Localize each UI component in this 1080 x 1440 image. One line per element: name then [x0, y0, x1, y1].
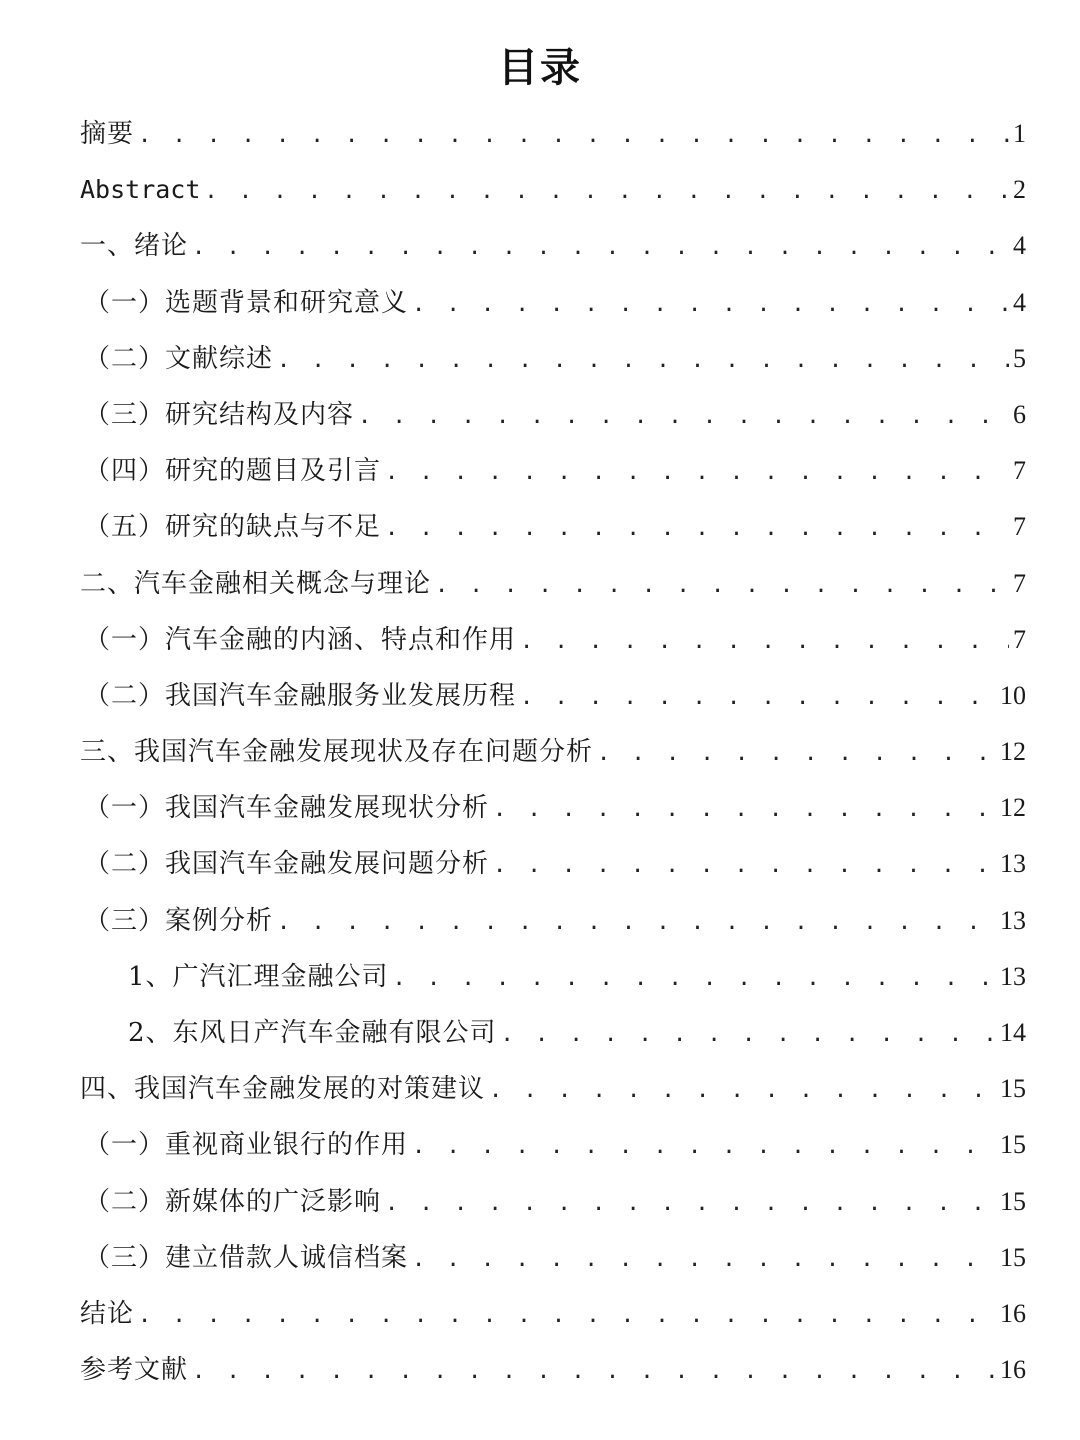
toc-entry-title: （五）研究的缺点与不足 — [84, 512, 382, 543]
toc-entry-page-number: 7 — [1013, 624, 1026, 654]
dot-leader — [493, 782, 996, 838]
toc-entry-title: （一）汽车金融的内涵、特点和作用 — [84, 624, 517, 655]
toc-entry[interactable] — [80, 780, 1026, 836]
toc-entry[interactable] — [80, 893, 1026, 949]
toc-entry[interactable] — [80, 1005, 1026, 1061]
toc-entry[interactable] — [80, 106, 1026, 162]
toc-entry[interactable] — [80, 162, 1026, 218]
toc-entry-page-number: 7 — [1013, 512, 1026, 542]
toc-entry-page-number: 16 — [1000, 1298, 1026, 1328]
toc-entry-title: （三）研究结构及内容 — [84, 399, 355, 430]
toc-entry-title: 三、我国汽车金融发展现状及存在问题分析 — [80, 737, 594, 768]
dot-leader — [192, 1344, 996, 1400]
dot-leader — [501, 1007, 996, 1063]
toc-entry[interactable] — [80, 331, 1026, 387]
toc-entry[interactable] — [80, 668, 1026, 724]
toc-entry[interactable] — [80, 556, 1026, 612]
toc-entry[interactable] — [80, 1117, 1026, 1173]
toc-entry[interactable] — [80, 1230, 1026, 1286]
toc-entry-page-number: 13 — [1000, 961, 1026, 991]
toc-entry[interactable] — [80, 275, 1026, 331]
toc-entry-title: （二）我国汽车金融服务业发展历程 — [84, 680, 517, 711]
toc-entry-title: 结论 — [80, 1298, 135, 1329]
dot-leader — [597, 726, 996, 782]
toc-entry-page-number: 1 — [1013, 119, 1026, 148]
toc-entry-page-number: 15 — [1000, 1186, 1026, 1216]
toc-entry-title: （一）重视商业银行的作用 — [84, 1130, 409, 1161]
toc-entry-title: （四）研究的题目及引言 — [84, 456, 382, 487]
toc-entry-page-number: 15 — [1000, 1242, 1026, 1272]
toc-entry-title: （一）我国汽车金融发展现状分析 — [84, 793, 490, 824]
dot-leader — [204, 164, 1009, 220]
toc-entry-title: 参考文献 — [80, 1355, 189, 1386]
toc-entry-title: Abstract — [80, 175, 201, 205]
dot-leader — [489, 1063, 996, 1119]
toc-entry-title: （一）选题背景和研究意义 — [84, 287, 409, 318]
dot-leader — [435, 558, 1009, 614]
toc-entry[interactable] — [80, 218, 1026, 274]
dot-leader — [520, 670, 996, 726]
dot-leader — [412, 1119, 996, 1175]
page-title: 目录 — [498, 45, 582, 91]
toc-entry-page-number: 12 — [1000, 737, 1026, 767]
toc-entry[interactable] — [80, 1342, 1026, 1398]
table-of-contents — [80, 106, 1026, 1398]
toc-entry-page-number: 12 — [1000, 793, 1026, 823]
dot-leader — [385, 445, 1009, 501]
toc-entry[interactable] — [80, 949, 1026, 1005]
toc-entry[interactable] — [80, 443, 1026, 499]
toc-entry-page-number: 15 — [1000, 1130, 1026, 1160]
toc-entry-title: （二）我国汽车金融发展问题分析 — [84, 849, 490, 880]
toc-entry-page-number: 6 — [1013, 399, 1026, 429]
toc-entry[interactable] — [80, 1061, 1026, 1117]
toc-entry-title: （三）建立借款人诚信档案 — [84, 1242, 409, 1273]
toc-entry-page-number: 2 — [1013, 175, 1026, 205]
toc-entry[interactable] — [80, 387, 1026, 443]
dot-leader — [520, 614, 1009, 670]
dot-leader — [277, 333, 1009, 389]
toc-entry-page-number: 4 — [1013, 231, 1026, 261]
toc-entry-title: 摘要 — [80, 119, 135, 149]
toc-entry[interactable] — [80, 724, 1026, 780]
dot-leader — [493, 838, 996, 894]
toc-entry[interactable] — [80, 612, 1026, 668]
toc-entry-title: 一、绪论 — [80, 231, 189, 262]
dot-leader — [385, 1176, 996, 1232]
toc-entry-page-number: 15 — [1000, 1074, 1026, 1104]
dot-leader — [385, 501, 1009, 557]
toc-entry-page-number: 4 — [1013, 287, 1026, 317]
toc-entry-page-number: 13 — [1000, 849, 1026, 879]
dot-leader — [412, 277, 1009, 333]
dot-leader — [412, 1232, 996, 1288]
toc-entry-title: 二、汽车金融相关概念与理论 — [80, 568, 432, 599]
toc-entry-title: 1、广汽汇理金融公司 — [128, 961, 389, 992]
dot-leader — [192, 220, 1009, 276]
dot-leader — [138, 108, 1009, 164]
toc-entry-title: （二）新媒体的广泛影响 — [84, 1186, 382, 1217]
toc-entry-title: 四、我国汽车金融发展的对策建议 — [80, 1074, 486, 1105]
dot-leader — [393, 951, 996, 1007]
toc-entry[interactable] — [80, 1174, 1026, 1230]
dot-leader — [277, 895, 996, 951]
toc-entry[interactable] — [80, 1286, 1026, 1342]
toc-entry[interactable] — [80, 836, 1026, 892]
toc-entry-page-number: 7 — [1013, 456, 1026, 486]
toc-entry-page-number: 16 — [1000, 1355, 1026, 1385]
toc-entry-page-number: 14 — [1000, 1018, 1026, 1047]
toc-entry-title: （二）文献综述 — [84, 343, 274, 374]
dot-leader — [358, 389, 1009, 445]
toc-entry-page-number: 13 — [1000, 905, 1026, 935]
dot-leader — [138, 1288, 996, 1344]
toc-entry[interactable] — [80, 499, 1026, 555]
toc-entry-page-number: 7 — [1013, 568, 1026, 598]
toc-entry-title: （三）案例分析 — [84, 905, 274, 936]
toc-entry-title: 2、东风日产汽车金融有限公司 — [128, 1018, 497, 1048]
toc-entry-page-number: 10 — [1000, 680, 1026, 710]
toc-entry-page-number: 5 — [1013, 343, 1026, 373]
